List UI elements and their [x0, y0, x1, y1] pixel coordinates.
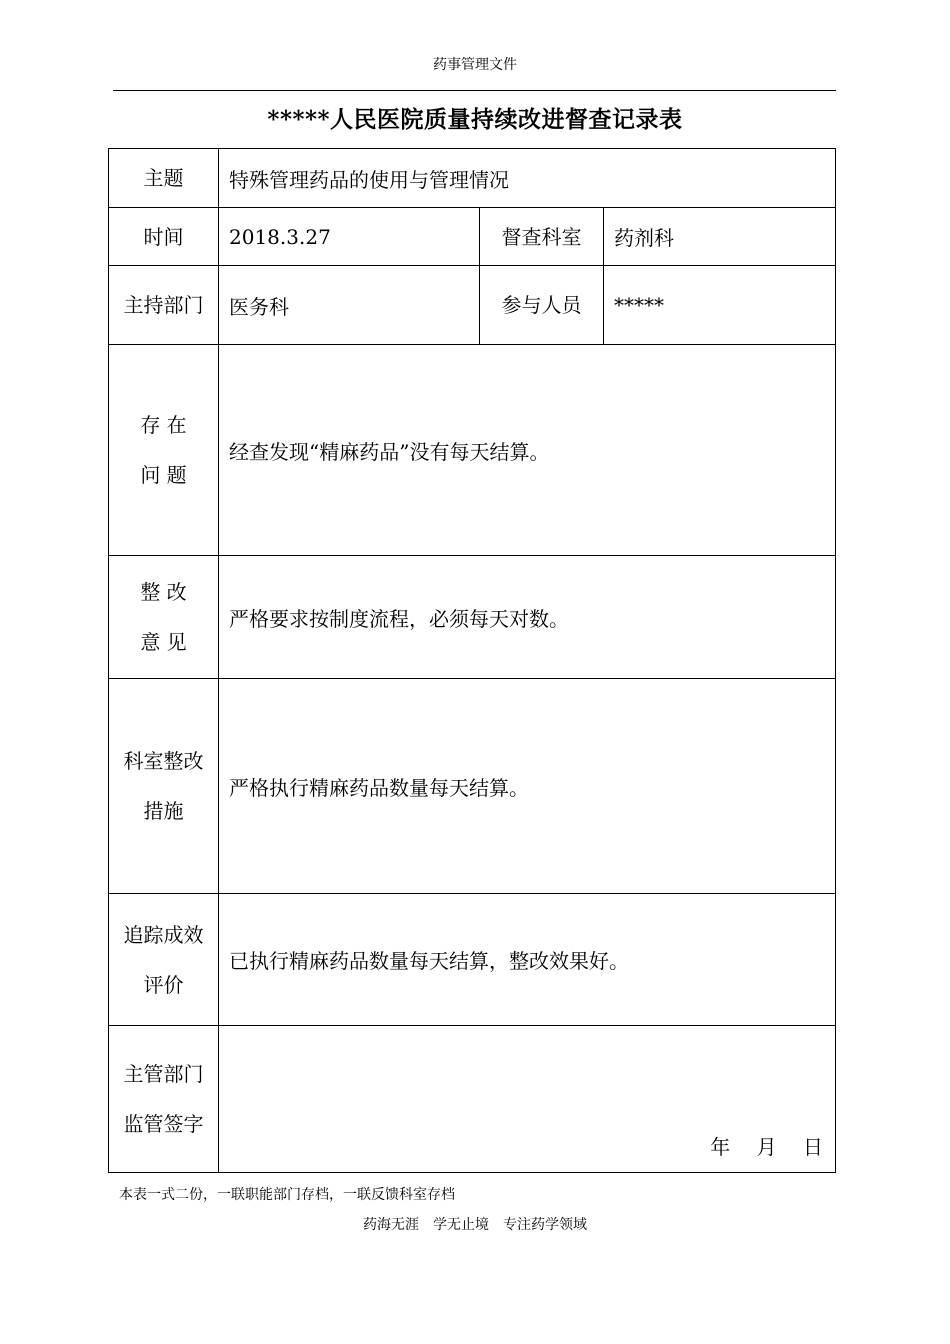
topic-value: 特殊管理药品的使用与管理情况 [219, 149, 836, 208]
row-topic [109, 149, 836, 208]
opinion-value: 严格要求按制度流程，必须每天对数。 [219, 556, 836, 679]
problems-label [109, 345, 219, 556]
measures-label-line1: 科室整改 [123, 749, 204, 773]
row-problems [109, 345, 836, 556]
header-divider [113, 90, 836, 91]
document-title: *****人民医院质量持续改进督查记录表 [267, 106, 683, 133]
participants-value: ***** [604, 266, 836, 345]
row-host-dept [109, 266, 836, 345]
problems-label-line2: 问 题 [140, 463, 187, 487]
dept-checked-label: 督查科室 [480, 208, 604, 266]
time-value: 2018.3.27 [219, 208, 480, 266]
measures-label [109, 679, 219, 894]
evaluation-label-line2: 评价 [143, 972, 184, 997]
problems-value: 经查发现“精麻药品”没有每天结算。 [219, 345, 836, 556]
evaluation-label-line1: 追踪成效 [123, 922, 204, 947]
row-time [109, 208, 836, 266]
row-signature [109, 1026, 836, 1173]
page-header: 药事管理文件 [433, 57, 517, 73]
record-table [108, 148, 836, 1173]
signature-label [109, 1026, 219, 1173]
row-opinion [109, 556, 836, 679]
evaluation-label [109, 894, 219, 1026]
row-evaluation [109, 894, 836, 1026]
measures-value: 严格执行精麻药品数量每天结算。 [219, 679, 836, 894]
opinion-label-line1: 整 改 [140, 580, 187, 604]
signature-label-line2: 监管签字 [123, 1112, 204, 1136]
measures-label-line2: 措施 [143, 799, 184, 823]
signature-date: 年 月 日 [710, 1135, 823, 1159]
host-dept-label: 主持部门 [109, 266, 219, 345]
page-footer: 药海无涯 学无止境 专注药学领域 [363, 1217, 587, 1233]
opinion-label-line2: 意 见 [140, 630, 187, 654]
row-measures [109, 679, 836, 894]
topic-label: 主题 [109, 149, 219, 208]
host-dept-value: 医务科 [219, 266, 480, 345]
signature-label-line1: 主管部门 [123, 1062, 204, 1086]
problems-label-line1: 存 在 [140, 413, 187, 437]
time-label: 时间 [109, 208, 219, 266]
footnote: 本表一式二份，一联职能部门存档，一联反馈科室存档 [119, 1187, 455, 1203]
evaluation-value: 已执行精麻药品数量每天结算，整改效果好。 [219, 894, 836, 1026]
opinion-label [109, 556, 219, 679]
participants-label: 参与人员 [480, 266, 604, 345]
dept-checked-value: 药剂科 [604, 208, 836, 266]
signature-cell [219, 1026, 836, 1173]
